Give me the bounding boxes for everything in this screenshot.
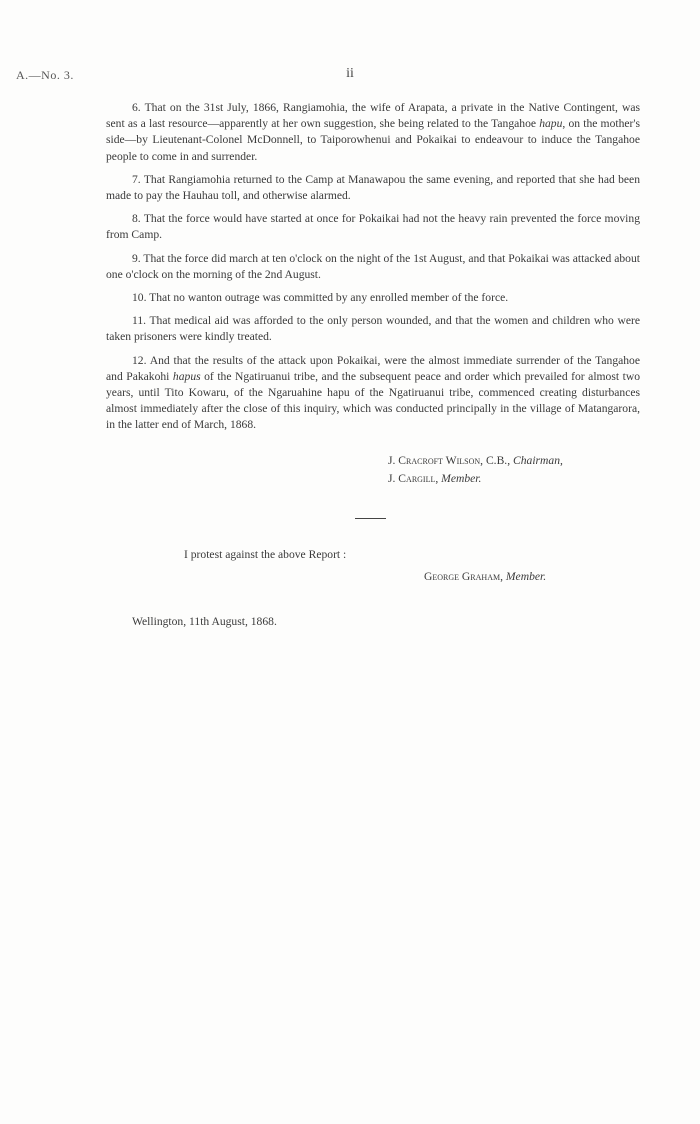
finding-paragraph [106,211,640,243]
paragraph-text: 8. That the force would have started at once for Pokaikai had not the heavy rain prevented the force moving from Camp. [106,212,640,242]
dateline: Wellington, 11th August, 1868. [132,615,277,628]
signature-member [388,470,563,488]
finding-paragraph [106,313,640,345]
paragraph-text: 7. That Rangiamohia returned to the Camp at Manawapou the same evening, and reported that she had been made to pay the Hauhau toll, and otherwise alarmed. [106,172,640,203]
page-number: ii [346,66,354,81]
finding-paragraph [106,251,640,283]
paragraph-text: 10. That no wanton outrage was committed by any enrolled member of the force. [132,291,509,305]
protest-signature [424,570,546,583]
protest-signatory-suffix: , [500,570,506,583]
protest-signatory-role: Member. [505,570,547,583]
signatory-suffix: , C.B., [480,454,513,467]
paragraph-text: of the Ngatiruanui tribe, and the subsequent peace and order which prevailed for almost two years, until Tito Kowaru, of the Ngaruahine hapu of the Ngatiruanui tribe, commenced creating disturbances almost immediately after the close of this inquiry, which was conducted principally in the village of Matangarora, in the latter end of March, 1868. [106,369,640,432]
signature-block [388,452,563,488]
finding-paragraph [106,353,640,434]
italic-term: hapu [539,117,563,131]
signatory-role: Member. [441,472,482,485]
paragraph-text: 11. That medical aid was afforded to the only person wounded, and that the women and children who were taken prisoners were kindly treated. [106,314,640,344]
protest-statement: I protest against the above Report : [184,548,347,561]
finding-paragraph [106,290,640,306]
paragraph-text: 9. That the force did march at ten o'clock on the night of the 1st August, and that Pokaikai was attacked about one o'clock on the morning of the 2nd August. [106,251,640,281]
signatory-role: Chairman, [513,454,563,467]
italic-term: hapus [172,369,201,383]
paragraph-text: 12. And that the results of the attack upon Pokaikai, were the almost immediate surrender of the Tangahoe and Pakakohi [106,353,640,383]
document-reference: A.—No. 3. [16,68,74,82]
finding-paragraph [106,100,640,165]
signature-chairman [388,452,563,470]
report-findings [106,100,640,434]
signatory-name: J. Cargill [388,472,436,485]
paragraph-text: , on the mother's side—by Lieutenant-Colonel McDonnell, to Taiporowhenui and Pokaikai to endeavour to induce the Tangahoe people to come in and surrender. [106,117,641,163]
finding-paragraph [106,172,640,204]
signatory-name: J. Cracroft Wilson [388,454,481,467]
paragraph-text: 6. That on the 31st July, 1866, Rangiamohia, the wife of Arapata, a private in the Native Contingent, was sent as a last resource—apparently at her own suggestion, she being related to the Tangahoe [106,101,640,131]
protest-signatory-name: George Graham [424,570,501,583]
signatory-suffix: , [435,472,442,485]
divider-rule [355,518,386,519]
